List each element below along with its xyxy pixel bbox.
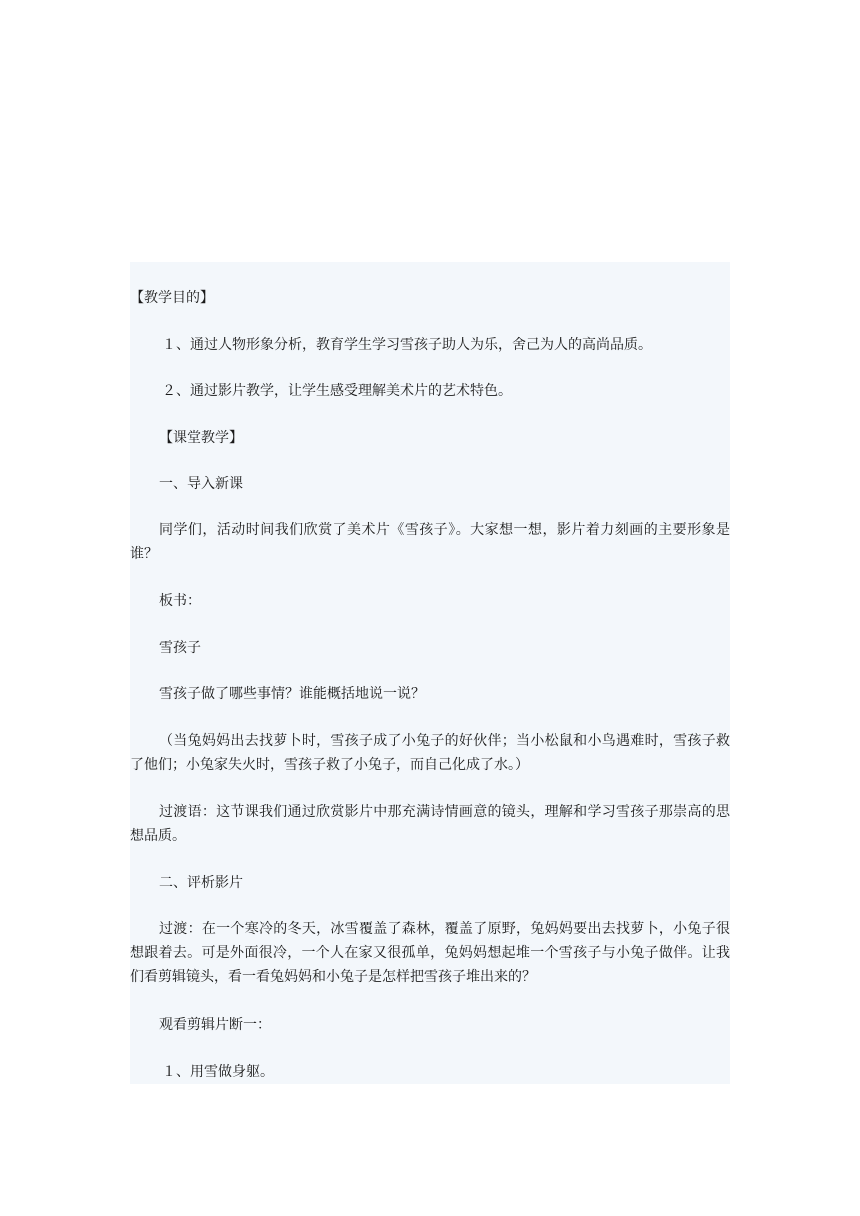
question-paragraph: 雪孩子做了哪些事情？谁能概括地说一说？ [159, 686, 425, 702]
board-label: 板书： [159, 593, 201, 609]
classroom-heading: 【课堂教学】 [159, 430, 243, 446]
objective-2: ２、通过影片教学，让学生感受理解美术片的艺术特色。 [162, 383, 512, 399]
part-1-heading: 一、导入新课 [159, 476, 243, 492]
answer-paragraph: （当兔妈妈出去找萝卜时，雪孩子成了小兔子的好伙伴；当小松鼠和小鸟遇难时，雪孩子救了他们；小兔家失火时，雪孩子救了小兔子，而自己化成了水。） [130, 733, 730, 773]
transition-paragraph-1: 过渡语：这节课我们通过欣赏影片中那充满诗情画意的镜头，理解和学习雪孩子那崇高的思想品质。 [130, 804, 730, 844]
objective-1: １、通过人物形象分析，教育学生学习雪孩子助人为乐，舍己为人的高尚品质。 [162, 337, 652, 353]
intro-paragraph: 同学们，活动时间我们欣赏了美术片《雪孩子》。大家想一想，影片着力刻画的主要形象是谁？ [130, 522, 730, 562]
clip-label: 观看剪辑片断一： [159, 1017, 271, 1033]
objectives-heading: 【教学目的】 [130, 290, 214, 306]
lesson-plan-document [130, 262, 730, 1084]
part-2-heading: 二、评析影片 [159, 875, 243, 891]
step-1: １、用雪做身躯。 [162, 1064, 274, 1080]
transition-paragraph-2: 过渡：在一个寒冷的冬天，冰雪覆盖了森林，覆盖了原野，兔妈妈要出去找萝卜，小兔子很想跟着去。可是外面很冷，一个人在家又很孤单，兔妈妈想起堆一个雪孩子与小兔子做伴。让我们看剪辑镜头，看一看兔妈妈和小兔子是怎样把雪孩子堆出来的？ [130, 921, 730, 985]
board-text: 雪孩子 [159, 640, 201, 656]
